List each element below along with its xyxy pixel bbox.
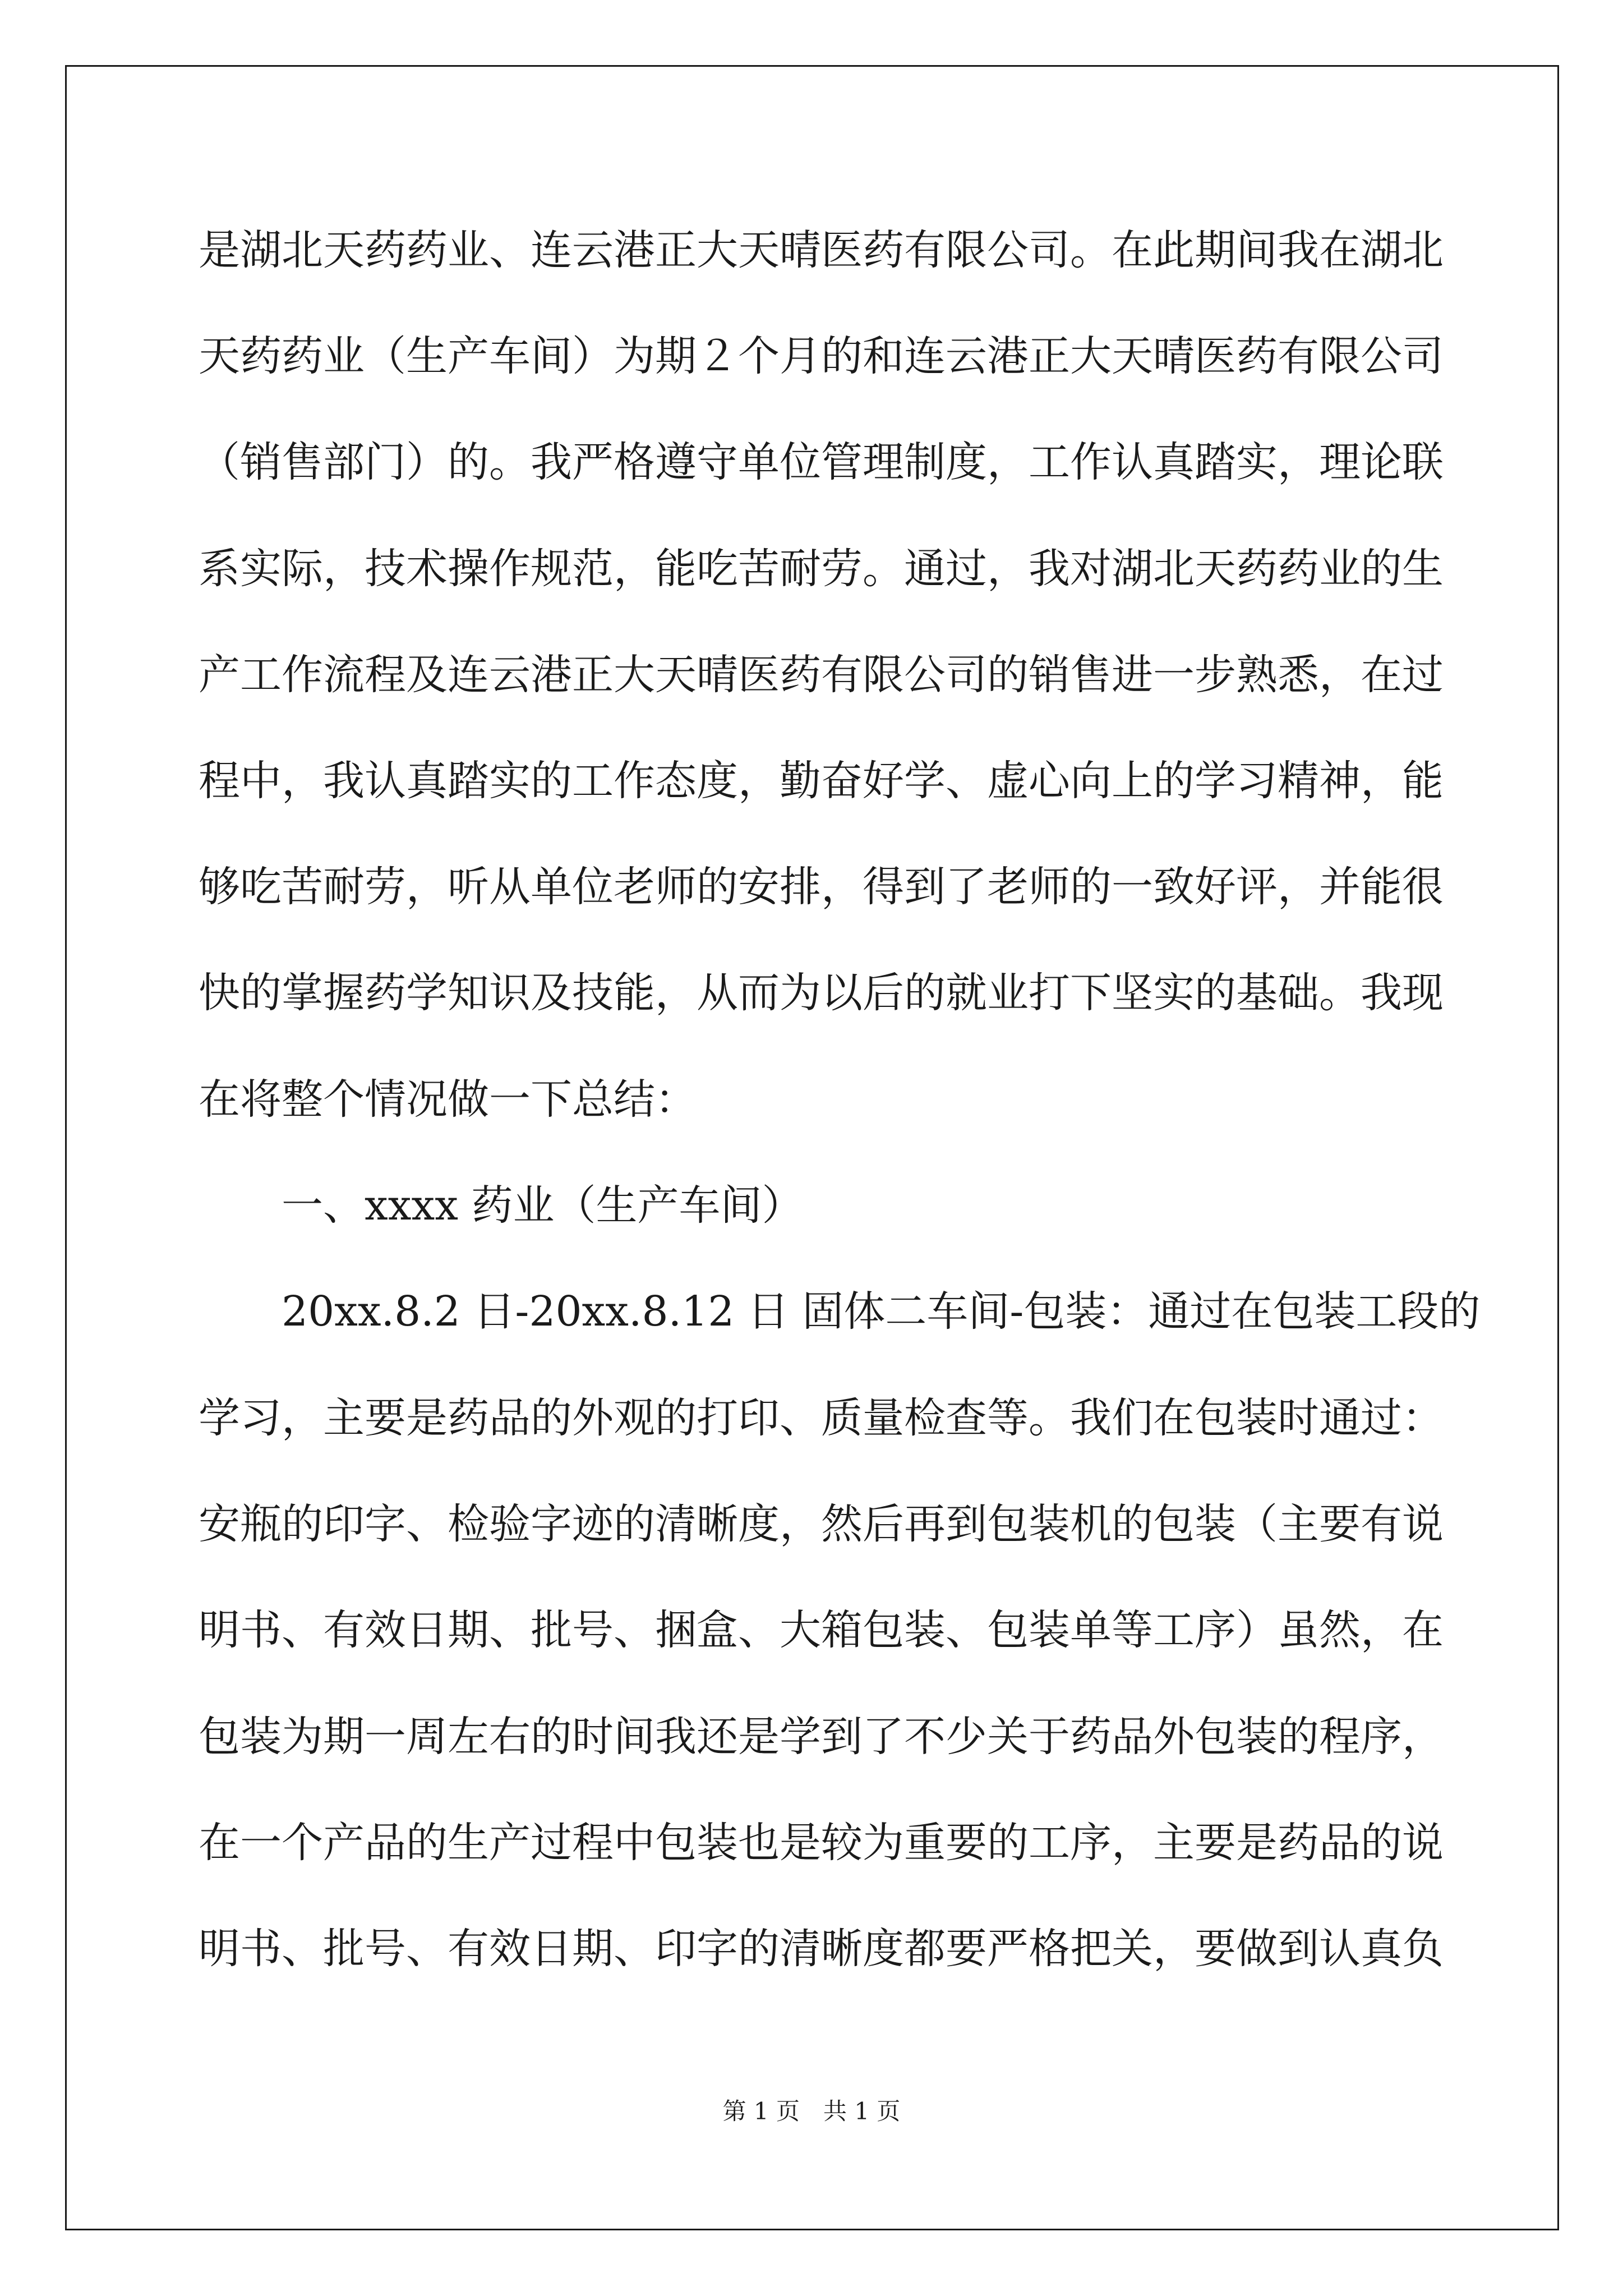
body-text-line: 20xx.8.2 日-20xx.8.12 日 固体二车间-包装：通过在包装工段的 [282,1287,1481,1336]
body-text-line: 系实际，技术操作规范，能吃苦耐劳。通过，我对湖北天药药业的生 [199,545,1444,593]
body-text-line: 包装为期一周左右的时间我还是学到了不少关于药品外包装的程序， [199,1713,1444,1761]
body-text-line: 安瓶的印字、检验字迹的清晰度，然后再到包装机的包装（主要有说 [199,1500,1444,1548]
body-text-line: 天药药业（生产车间）为期２个月的和连云港正大天晴医药有限公司 [199,332,1444,380]
body-text-line: 是湖北天药药业、连云港正大天晴医药有限公司。在此期间我在湖北 [199,226,1444,274]
body-text-line: 在一个产品的生产过程中包装也是较为重要的工序，主要是药品的说 [199,1819,1444,1867]
section-heading: 一、xxxx 药业（生产车间） [282,1181,804,1230]
body-text-line: 快的掌握药学知识及技能，从而为以后的就业打下坚实的基础。我现 [199,969,1444,1017]
body-text-line: 程中，我认真踏实的工作态度，勤奋好学、虚心向上的学习精神，能 [199,757,1444,805]
page-border [65,65,1559,2230]
page-number-footer: 第 1 页 共 1 页 [722,2097,901,2125]
body-text-line: 明书、有效日期、批号、捆盒、大箱包装、包装单等工序）虽然，在 [199,1606,1444,1654]
body-text-line: 够吃苦耐劳，听从单位老师的安排，得到了老师的一致好评，并能很 [199,863,1444,911]
body-text-line: 在将整个情况做一下总结： [199,1075,697,1124]
body-text-line: 学习，主要是药品的外观的打印、质量检查等。我们在包装时通过： [199,1394,1444,1442]
body-text-line: （销售部门）的。我严格遵守单位管理制度，工作认真踏实，理论联 [199,438,1444,486]
body-text-line: 明书、批号、有效日期、印字的清晰度都要严格把关，要做到认真负 [199,1925,1444,1973]
body-text-line: 产工作流程及连云港正大天晴医药有限公司的销售进一步熟悉，在过 [199,651,1444,699]
